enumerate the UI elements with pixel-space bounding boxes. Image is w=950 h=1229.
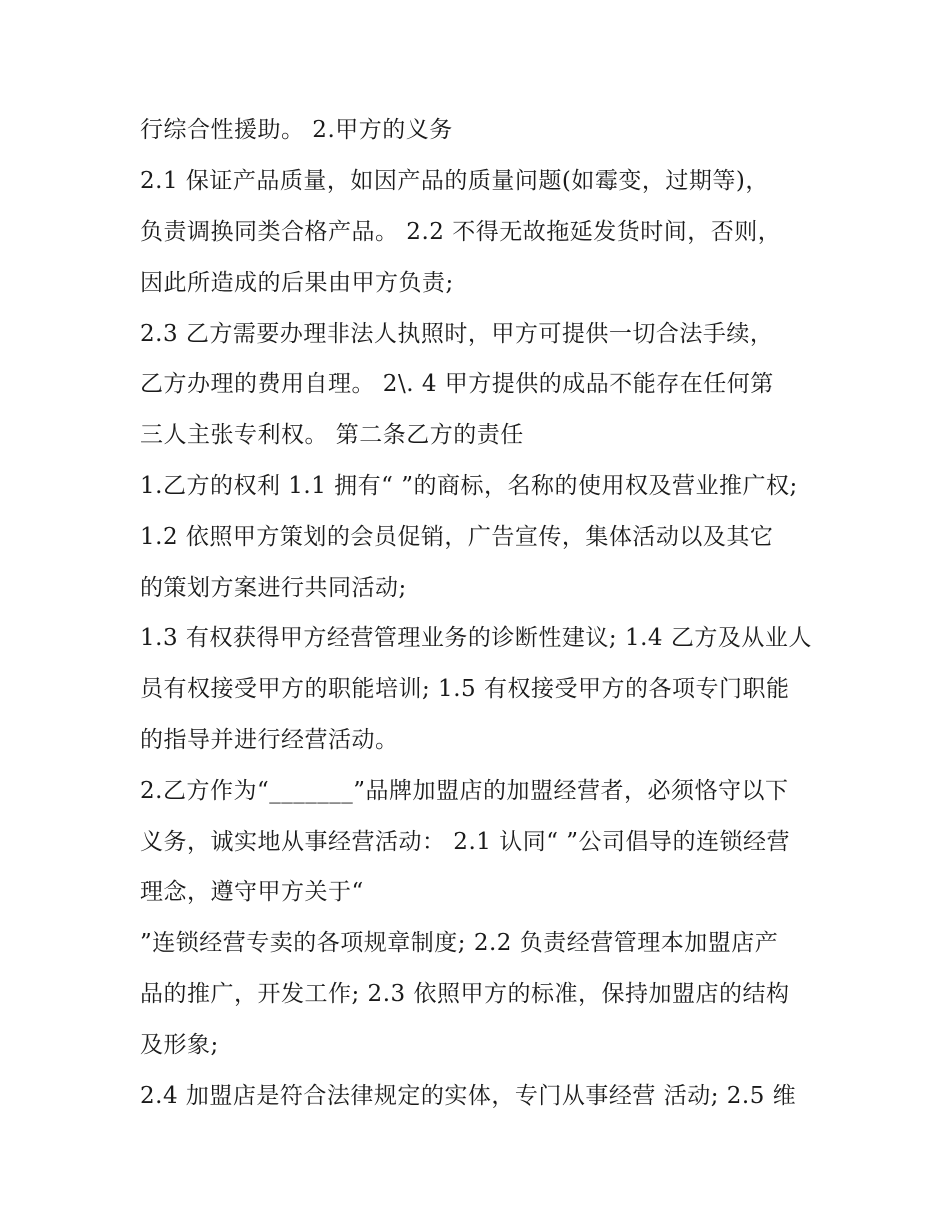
text-line: ”连锁经营专卖的各项规章制度; 2.2 负责经营管理本加盟店产 [140, 930, 779, 956]
text-line: 的策划方案进行共同活动; [140, 575, 407, 601]
text-line: 1.2 依照甲方策划的会员促销，广告宣传，集体活动以及其它 [140, 524, 774, 550]
text-line: 2.1 保证产品质量，如因产品的质量问题(如霉变，过期等)， [140, 168, 769, 194]
text-line: 员有权接受甲方的职能培训; 1.5 有权接受甲方的各项专门职能 [140, 676, 790, 702]
text-line: 品的推广，开发工作; 2.3 依照甲方的标准，保持加盟店的结构 [140, 981, 790, 1007]
text-line: 义务，诚实地从事经营活动： 2.1 认同“ ”公司倡导的连锁经营 [140, 829, 791, 855]
text-line: 乙方办理的费用自理。 2\. 4 甲方提供的成品不能存在任何第 [140, 371, 774, 397]
text-line: 负责调换同类合格产品。 2.2 不得无故拖延发货时间，否则， [140, 219, 782, 245]
text-line: 行综合性援助。 2.甲方的义务 [140, 117, 453, 143]
text-line: 因此所造成的后果由甲方负责; [140, 270, 454, 296]
text-line: 2.4 加盟店是符合法律规定的实体，专门从事经营 活动; 2.5 维 [140, 1083, 797, 1109]
text-line: 1.乙方的权利 1.1 拥有“ ”的商标，名称的使用权及营业推广权; [140, 473, 798, 499]
text-line: 2.3 乙方需要办理非法人执照时，甲方可提供一切合法手续， [140, 321, 774, 347]
text-line: 理念，遵守甲方关于“ [140, 879, 364, 905]
text-line: 2.乙方作为“_______”品牌加盟店的加盟经营者，必须恪守以下 [140, 778, 789, 804]
text-line: 及形象; [140, 1032, 219, 1058]
text-line: 三人主张专利权。 第二条乙方的责任 [140, 422, 524, 448]
text-line: 的指导并进行经营活动。 [140, 727, 399, 753]
text-line: 1.3 有权获得甲方经营管理业务的诊断性建议; 1.4 乙方及从业人 [140, 625, 812, 651]
